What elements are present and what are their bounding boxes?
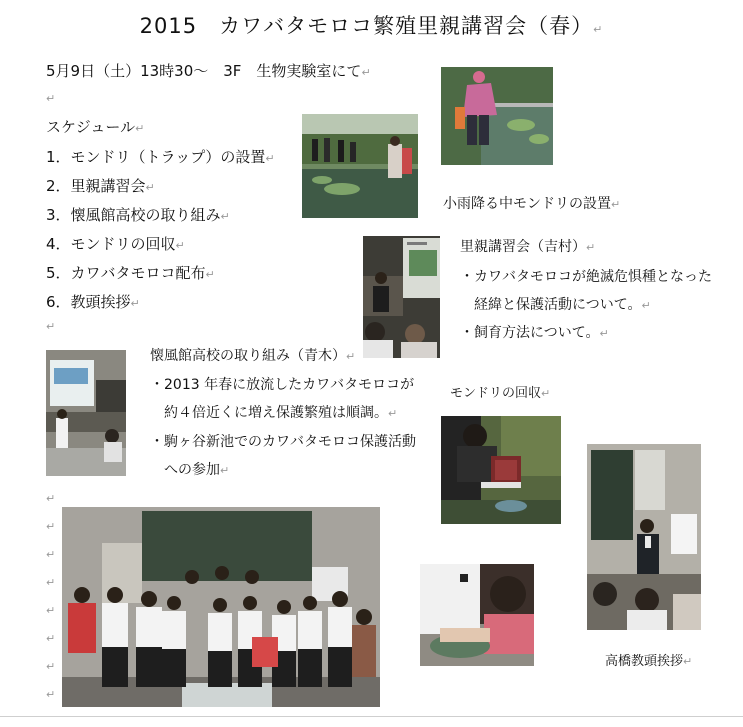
paragraph-mark: ↵ <box>46 604 56 617</box>
page-bottom-edge <box>0 716 743 717</box>
caption-vice-principal: 高橋教頭挨拶↵ <box>605 654 693 669</box>
schedule-item: 5．カワバタモロコ配布↵ <box>46 264 215 282</box>
schedule-item: 3．懐風館高校の取り組み↵ <box>46 206 230 224</box>
lecture-bullet: ・飼育方法について。↵ <box>460 325 609 341</box>
page-title: 2015 カワバタモロコ繁殖里親講習会（春）↵ <box>139 14 604 38</box>
lecture-bullet: 経緯と保護活動について。↵ <box>474 297 651 313</box>
photo-students-fish <box>420 564 534 666</box>
schedule-item: 1．モンドリ（トラップ）の設置↵ <box>46 148 275 166</box>
photo-group <box>62 507 380 707</box>
school-bullet: ・2013 年春に放流したカワバタモロコが <box>150 377 415 393</box>
lecture-heading: 里親講習会（吉村）↵ <box>460 239 596 255</box>
school-bullet: への参加↵ <box>164 462 230 478</box>
paragraph-mark: ↵ <box>46 576 56 589</box>
paragraph-mark: ↵ <box>46 520 56 533</box>
paragraph-mark: ↵ <box>46 548 56 561</box>
school-bullet: 約４倍近くに増え保護繁殖は順調。↵ <box>164 405 398 421</box>
photo-vice-principal <box>587 444 701 630</box>
date-line: 5月9日（土）13時30～ 3F 生物実験室にて↵ <box>46 62 371 80</box>
paragraph-mark: ↵ <box>46 660 56 673</box>
schedule-item: 4．モンドリの回収↵ <box>46 235 185 253</box>
photo-trap-setup-students <box>302 114 418 218</box>
paragraph-mark: ↵ <box>46 320 56 333</box>
paragraph-mark: ↵ <box>46 688 56 701</box>
photo-lecture <box>363 236 440 358</box>
lecture-bullet: ・カワバタモロコが絶滅危惧種となった <box>460 269 712 285</box>
schedule-item: 6．教頭挨拶↵ <box>46 293 140 311</box>
schedule-heading: スケジュール↵ <box>46 118 145 136</box>
paragraph-mark: ↵ <box>46 492 56 505</box>
caption-trap-setup: 小雨降る中モンドリの設置↵ <box>443 196 621 212</box>
paragraph-mark: ↵ <box>46 632 56 645</box>
school-heading: 懐風館高校の取り組み（青木）↵ <box>150 348 356 364</box>
schedule-item: 2．里親講習会↵ <box>46 177 155 195</box>
school-bullet: ・駒ヶ谷新池でのカワバタモロコ保護活動 <box>150 434 416 450</box>
paragraph-mark: ↵ <box>46 92 56 105</box>
photo-trap-setup-pond <box>441 67 553 165</box>
caption-trap-collect: モンドリの回収↵ <box>450 386 551 401</box>
photo-trap-collect <box>441 416 561 524</box>
photo-school-presentation <box>46 350 126 476</box>
